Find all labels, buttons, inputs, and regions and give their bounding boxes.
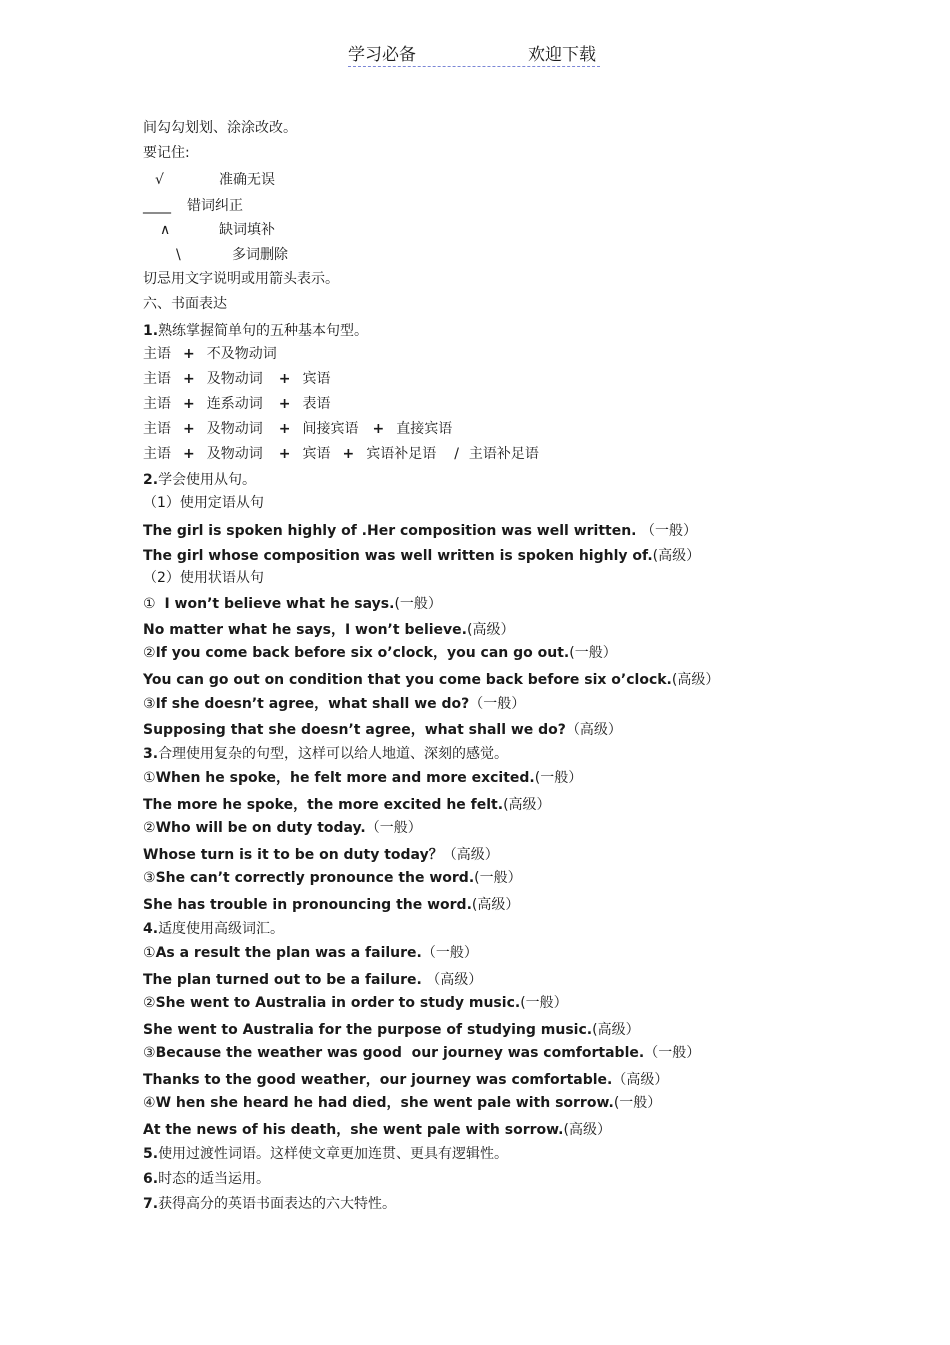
- plus-sign: +: [278, 446, 291, 462]
- item-3-heading: [143, 745, 508, 763]
- sentence-text: When he spoke，he felt more and more excited.: [155, 770, 535, 786]
- sentence-tag: (一般）: [474, 870, 522, 886]
- example-sentence: [143, 846, 499, 864]
- pattern-row-1: [143, 345, 277, 363]
- example-sentence: [143, 896, 519, 914]
- mark-meaning: 缺词填补: [219, 222, 275, 238]
- circled-number: ②: [143, 995, 156, 1011]
- sentence-tag: (高级）: [503, 797, 551, 813]
- item-number: 7.: [143, 1196, 159, 1212]
- example-sentence: [143, 944, 478, 962]
- intro-line-2: 要记住:: [143, 145, 190, 161]
- example-sentence: [143, 721, 622, 739]
- sentence-tag: （高级）: [426, 972, 483, 988]
- item-number: 3.: [143, 746, 159, 762]
- example-sentence: [143, 522, 697, 540]
- item-text: 熟练掌握简单句的五种基本句型。: [158, 323, 369, 339]
- sentence-text: At the news of his death，she went pale with sorrow.: [143, 1122, 564, 1138]
- sentence-text: Supposing that she doesn’t agree，what shall we do?: [143, 722, 566, 738]
- item-5-heading: [143, 1145, 508, 1163]
- sentence-text: She can’t correctly pronounce the word.: [155, 870, 475, 886]
- sentence-text: I won’t believe what he says.: [164, 596, 395, 612]
- pattern-term: 连系动词: [206, 396, 263, 412]
- pattern-term: 及物动词: [206, 371, 263, 387]
- pattern-term: 不及物动词: [206, 346, 277, 362]
- item-text: 获得高分的英语书面表达的六大特性。: [158, 1196, 397, 1212]
- item-2-sub-1: （1）使用定语从句: [143, 495, 264, 511]
- sentence-tag: (高级）: [563, 1122, 611, 1138]
- sentence-tag: (一般）: [520, 995, 568, 1011]
- slash-separator: /: [454, 446, 459, 462]
- example-sentence: [143, 695, 525, 713]
- check-mark-symbol: √: [155, 172, 164, 188]
- plus-sign: +: [372, 421, 385, 437]
- example-sentence: [143, 1121, 611, 1139]
- header-left-text: 学习必备: [348, 45, 416, 65]
- sentence-tag: (一般）: [534, 770, 583, 786]
- example-sentence: [143, 971, 482, 989]
- mark-meaning: 错词纠正: [187, 198, 243, 214]
- circled-number: ③: [143, 870, 156, 886]
- mark-row-missing: [143, 221, 275, 239]
- sentence-text: She has trouble in pronouncing the word.: [143, 897, 472, 913]
- pattern-term: 主语: [143, 346, 171, 362]
- sentence-tag: (高级）: [592, 1022, 640, 1038]
- mark-meaning: 准确无误: [219, 172, 275, 188]
- plus-sign: +: [278, 371, 291, 387]
- item-number: 6.: [143, 1171, 159, 1187]
- sentence-text: Whose turn is it to be on duty today？: [143, 847, 443, 863]
- pattern-term: 主语: [143, 421, 171, 437]
- sentence-text: You can go out on condition that you come back before six o’clock.: [143, 672, 672, 688]
- plus-sign: +: [278, 396, 291, 412]
- sentence-tag: （高级）: [565, 722, 622, 738]
- sentence-tag: (一般）: [613, 1095, 662, 1111]
- circled-number: ①: [143, 770, 156, 786]
- sentence-text: The girl is spoken highly of .Her composition was well written.: [143, 523, 637, 539]
- pattern-term: 表语: [302, 396, 331, 412]
- plus-sign: +: [183, 371, 195, 387]
- example-sentence: [143, 994, 568, 1012]
- item-number: 4.: [143, 921, 159, 937]
- example-sentence: [143, 1094, 661, 1112]
- plus-sign: +: [183, 396, 195, 412]
- sentence-tag: （一般）: [469, 696, 526, 712]
- example-sentence: [143, 769, 582, 787]
- backslash-mark-symbol: \: [176, 247, 181, 263]
- item-number: 5.: [143, 1146, 159, 1162]
- sentence-text: The girl whose composition was well written is spoken highly of.: [143, 548, 653, 564]
- underline-mark-symbol: ____: [143, 198, 171, 214]
- sentence-text: She went to Australia for the purpose of studying music.: [143, 1022, 593, 1038]
- mark-row-wrong-word: [143, 197, 243, 215]
- item-text: 时态的适当运用。: [158, 1171, 271, 1187]
- sentence-tag: （一般）: [365, 820, 422, 836]
- pattern-term: 宾语: [302, 371, 331, 387]
- sentence-text: The plan turned out to be a failure.: [143, 972, 422, 988]
- example-sentence: [143, 1071, 668, 1089]
- plus-sign: +: [183, 346, 195, 362]
- item-2-heading: [143, 471, 256, 489]
- pattern-term: 主语补足语: [468, 446, 539, 462]
- sentence-tag: （高级）: [442, 847, 499, 863]
- page-header: [348, 40, 600, 67]
- circled-number: ③: [143, 696, 156, 712]
- sentence-text: As a result the plan was a failure.: [155, 945, 422, 961]
- item-4-heading: [143, 920, 284, 938]
- item-number: 2.: [143, 472, 159, 488]
- sentence-tag: （一般）: [640, 523, 697, 539]
- sentence-tag: (一般）: [569, 645, 617, 661]
- pattern-term: 主语: [143, 371, 171, 387]
- item-text: 合理使用复杂的句型，这样可以给人地道、深刻的感觉。: [158, 746, 509, 762]
- sentence-tag: （一般）: [421, 945, 478, 961]
- sentence-tag: （高级）: [612, 1072, 669, 1088]
- sentence-text: Because the weather was good our journey was comfortable.: [155, 1045, 645, 1061]
- example-sentence: [143, 644, 617, 662]
- pattern-row-5: [143, 445, 539, 463]
- mark-meaning: 多词删除: [232, 247, 288, 263]
- intro-line-1: 间勾勾划划、涂涂改改。: [143, 120, 297, 136]
- example-sentence: [143, 869, 522, 887]
- example-sentence: [143, 595, 442, 613]
- sentence-text: No matter what he says，I won’t believe.: [143, 622, 467, 638]
- circled-number: ④: [143, 1095, 156, 1111]
- item-1-heading: [143, 322, 368, 340]
- caret-mark-symbol: ∧: [160, 222, 171, 238]
- example-sentence: [143, 671, 719, 689]
- item-text: 适度使用高级词汇。: [158, 921, 285, 937]
- sentence-text: W hen she heard he had died，she went pale with sorrow.: [155, 1095, 614, 1111]
- sentence-tag: (高级）: [471, 897, 520, 913]
- header-right-text: 欢迎下载: [528, 45, 596, 65]
- pattern-row-3: [143, 395, 330, 413]
- plus-sign: +: [278, 421, 291, 437]
- item-7-heading: [143, 1195, 396, 1213]
- sentence-tag: (高级）: [652, 548, 701, 564]
- pattern-term: 宾语: [302, 446, 331, 462]
- sentence-tag: (高级）: [467, 622, 515, 638]
- circled-number: ①: [143, 945, 156, 961]
- pattern-term: 间接宾语: [302, 421, 359, 437]
- item-text: 学会使用从句。: [158, 472, 257, 488]
- pattern-term: 宾语补足语: [366, 446, 437, 462]
- sentence-tag: (高级）: [671, 672, 720, 688]
- item-text: 使用过渡性词语。这样使文章更加连贯、更具有逻辑性。: [158, 1146, 509, 1162]
- pattern-row-2: [143, 370, 330, 388]
- example-sentence: [143, 547, 700, 565]
- sentence-text: Who will be on duty today.: [155, 820, 366, 836]
- mark-row-extra: [143, 246, 288, 264]
- item-number: 1.: [143, 323, 159, 339]
- example-sentence: [143, 1021, 640, 1039]
- pattern-term: 及物动词: [206, 446, 263, 462]
- example-sentence: [143, 819, 422, 837]
- section-title: 六、书面表达: [143, 296, 227, 312]
- pattern-term: 直接宾语: [396, 421, 453, 437]
- example-sentence: [143, 796, 551, 814]
- item-2-sub-2: （2）使用状语从句: [143, 570, 264, 586]
- pattern-term: 主语: [143, 446, 171, 462]
- circled-number: ②: [143, 820, 156, 836]
- intro-line-3: 切忌用文字说明或用箭头表示。: [143, 271, 339, 287]
- example-sentence: [143, 621, 514, 639]
- sentence-tag: （一般）: [644, 1045, 701, 1061]
- circled-number: ①: [143, 596, 156, 612]
- sentence-text: She went to Australia in order to study music.: [155, 995, 521, 1011]
- sentence-tag: (一般）: [394, 596, 442, 612]
- plus-sign: +: [342, 446, 355, 462]
- sentence-text: Thanks to the good weather，our journey was comfortable.: [143, 1072, 613, 1088]
- sentence-text: If you come back before six o’clock，you can go out.: [155, 645, 570, 661]
- pattern-row-4: [143, 420, 452, 438]
- circled-number: ③: [143, 1045, 156, 1061]
- plus-sign: +: [183, 446, 195, 462]
- sentence-text: The more he spoke，the more excited he felt.: [143, 797, 504, 813]
- plus-sign: +: [183, 421, 195, 437]
- circled-number: ②: [143, 645, 156, 661]
- pattern-term: 主语: [143, 396, 171, 412]
- example-sentence: [143, 1044, 700, 1062]
- pattern-term: 及物动词: [206, 421, 263, 437]
- mark-row-correct: [143, 171, 275, 189]
- item-6-heading: [143, 1170, 270, 1188]
- sentence-text: If she doesn’t agree，what shall we do?: [155, 696, 470, 712]
